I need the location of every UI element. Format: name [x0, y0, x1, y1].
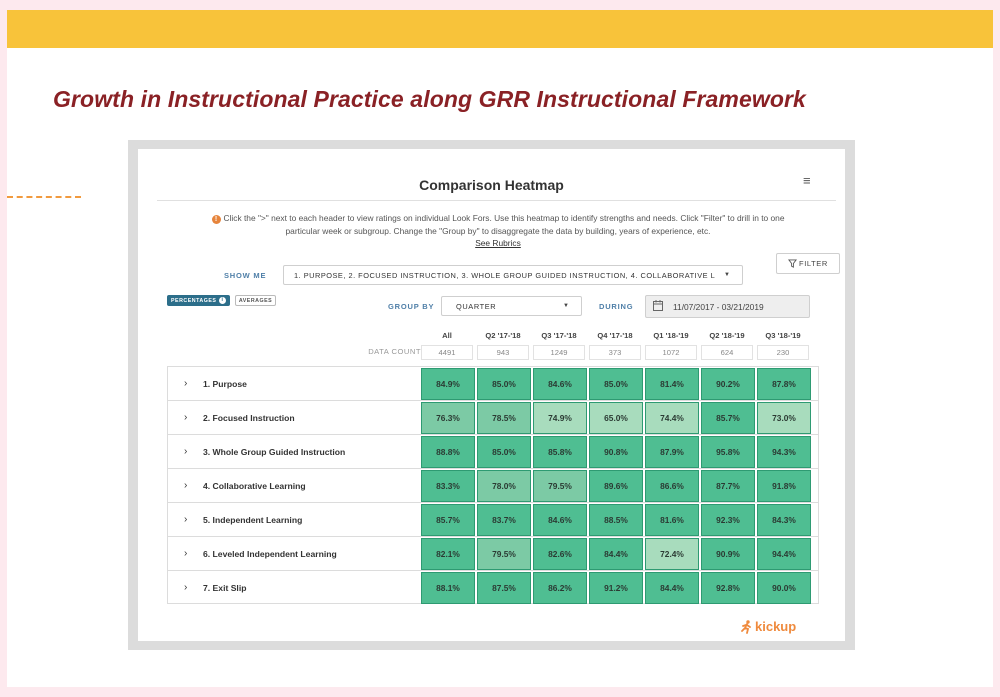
slide — [7, 10, 993, 687]
heatmap-cell[interactable]: 85.7% — [701, 402, 755, 434]
column-header: Q1 '18-'19 — [653, 331, 689, 340]
show-me-value: 1. PURPOSE, 2. FOCUSED INSTRUCTION, 3. WHOLE GROUP GUIDED INSTRUCTION, 4. COLLABORATIVE L — [294, 271, 716, 280]
heatmap-cell[interactable]: 91.8% — [757, 470, 811, 502]
heatmap-cell[interactable]: 92.8% — [701, 572, 755, 604]
heatmap-cell[interactable]: 87.9% — [645, 436, 699, 468]
column-header: Q4 '17-'18 — [597, 331, 633, 340]
row-label: 2. Focused Instruction — [203, 413, 295, 423]
heatmap-cell[interactable]: 84.3% — [757, 504, 811, 536]
row-label: 3. Whole Group Guided Instruction — [203, 447, 346, 457]
heatmap-cell[interactable]: 86.2% — [533, 572, 587, 604]
percentages-label: PERCENTAGES — [171, 297, 217, 304]
averages-toggle[interactable]: AVERAGES — [235, 295, 276, 306]
heatmap-cell[interactable]: 87.8% — [757, 368, 811, 400]
heatmap-cell[interactable]: 91.2% — [589, 572, 643, 604]
heatmap-cell[interactable]: 84.6% — [533, 504, 587, 536]
heatmap-card — [138, 149, 845, 641]
heatmap-cell[interactable]: 90.8% — [589, 436, 643, 468]
heatmap-cell[interactable]: 83.3% — [421, 470, 475, 502]
heatmap-row[interactable] — [168, 367, 818, 401]
heatmap-cell[interactable]: 74.9% — [533, 402, 587, 434]
heatmap-cell[interactable]: 90.0% — [757, 572, 811, 604]
expand-chevron-icon[interactable]: › — [184, 514, 188, 525]
brand-name: kickup — [755, 619, 797, 634]
heatmap-cell[interactable]: 76.3% — [421, 402, 475, 434]
column-header-all: All — [442, 331, 452, 340]
show-me-caret-icon: ▼ — [724, 272, 730, 278]
top-accent-bar — [7, 10, 993, 48]
group-by-label: GROUP BY — [388, 302, 435, 311]
heatmap-cell[interactable]: 87.5% — [477, 572, 531, 604]
data-count-cell: 230 — [757, 345, 809, 360]
heatmap-cell[interactable]: 85.7% — [421, 504, 475, 536]
dashed-decoration — [7, 196, 81, 198]
expand-chevron-icon[interactable]: › — [184, 582, 188, 593]
heatmap-cell[interactable]: 65.0% — [589, 402, 643, 434]
data-count-cell: 4491 — [421, 345, 473, 360]
group-by-select[interactable] — [441, 296, 582, 316]
group-by-caret-icon: ▼ — [563, 303, 569, 309]
heatmap-cell[interactable]: 87.7% — [701, 470, 755, 502]
expand-chevron-icon[interactable]: › — [184, 548, 188, 559]
heatmap-cell[interactable]: 85.0% — [477, 368, 531, 400]
runner-icon — [740, 620, 753, 634]
heatmap-cell[interactable]: 81.6% — [645, 504, 699, 536]
heatmap-cell[interactable]: 89.6% — [589, 470, 643, 502]
heatmap-cell[interactable]: 86.6% — [645, 470, 699, 502]
heatmap-cell[interactable]: 73.0% — [757, 402, 811, 434]
instructions — [178, 212, 818, 250]
heatmap-cell[interactable]: 95.8% — [701, 436, 755, 468]
during-label: DURING — [599, 302, 634, 311]
heatmap-cell[interactable]: 84.9% — [421, 368, 475, 400]
heatmap-cell[interactable]: 94.4% — [757, 538, 811, 570]
filter-button[interactable] — [776, 253, 840, 274]
expand-chevron-icon[interactable]: › — [184, 446, 188, 457]
card-title: Comparison Heatmap — [419, 177, 564, 193]
column-header: Q3 '18-'19 — [765, 331, 801, 340]
heatmap-row[interactable] — [168, 435, 818, 469]
row-label: 7. Exit Slip — [203, 583, 247, 593]
data-count-cell: 624 — [701, 345, 753, 360]
data-count-cell: 373 — [589, 345, 641, 360]
heatmap-cell[interactable]: 88.8% — [421, 436, 475, 468]
heatmap-cell[interactable]: 84.6% — [533, 368, 587, 400]
expand-chevron-icon[interactable]: › — [184, 480, 188, 491]
data-count-cell: 943 — [477, 345, 529, 360]
row-label: 5. Independent Learning — [203, 515, 303, 525]
heatmap-cell[interactable]: 81.4% — [645, 368, 699, 400]
percentages-toggle[interactable] — [167, 295, 230, 306]
heatmap-row[interactable] — [168, 537, 818, 571]
heatmap-cell[interactable]: 88.5% — [589, 504, 643, 536]
heatmap-cell[interactable]: 90.2% — [701, 368, 755, 400]
expand-chevron-icon[interactable]: › — [184, 412, 188, 423]
show-me-label: SHOW ME — [224, 271, 267, 280]
info-icon: ! — [212, 215, 221, 224]
see-rubrics-link[interactable]: See Rubrics — [475, 238, 521, 248]
filter-icon — [788, 259, 797, 268]
heatmap-cell[interactable]: 92.3% — [701, 504, 755, 536]
heatmap-cell[interactable]: 85.8% — [533, 436, 587, 468]
date-range-value: 11/07/2017 - 03/21/2019 — [673, 302, 764, 312]
title-divider — [157, 200, 836, 201]
group-by-value: QUARTER — [456, 302, 497, 311]
percentages-info-icon: i — [219, 297, 226, 304]
heatmap-cell[interactable]: 78.5% — [477, 402, 531, 434]
heatmap-cell[interactable]: 82.1% — [421, 538, 475, 570]
column-header: Q3 '17-'18 — [541, 331, 577, 340]
data-count-cell: 1249 — [533, 345, 585, 360]
heatmap-cell[interactable]: 82.6% — [533, 538, 587, 570]
heatmap-row[interactable] — [168, 401, 818, 435]
heatmap-cell[interactable]: 74.4% — [645, 402, 699, 434]
heatmap-cell[interactable]: 94.3% — [757, 436, 811, 468]
heatmap-cell[interactable]: 78.0% — [477, 470, 531, 502]
heatmap-cell[interactable]: 84.4% — [589, 538, 643, 570]
heatmap-cell[interactable]: 88.1% — [421, 572, 475, 604]
heatmap-cell[interactable]: 84.4% — [645, 572, 699, 604]
column-header: Q2 '18-'19 — [709, 331, 745, 340]
heatmap-cell[interactable]: 79.5% — [477, 538, 531, 570]
slide-title: Growth in Instructional Practice along GRR Instructional Framework — [53, 86, 806, 112]
heatmap-row[interactable] — [168, 469, 818, 503]
row-label: 4. Collaborative Learning — [203, 481, 306, 491]
data-count-label: DATA COUNT — [368, 347, 421, 356]
heatmap-cell[interactable]: 79.5% — [533, 470, 587, 502]
screenshot-frame — [128, 140, 855, 650]
heatmap-row[interactable] — [168, 503, 818, 537]
heatmap-cell[interactable]: 83.7% — [477, 504, 531, 536]
heatmap-cell[interactable]: 85.0% — [589, 368, 643, 400]
date-range-field[interactable] — [645, 295, 810, 318]
heatmap-grid — [167, 366, 819, 604]
heatmap-cell[interactable]: 72.4% — [645, 538, 699, 570]
instructions-line-2: particular week or subgroup. Change the "Group by" to disaggregate the data by building, years of experience, etc. — [285, 225, 711, 236]
heatmap-cell[interactable]: 90.9% — [701, 538, 755, 570]
hamburger-menu-icon[interactable]: ≡ — [803, 173, 811, 188]
heatmap-row[interactable] — [168, 571, 818, 605]
row-label: 6. Leveled Independent Learning — [203, 549, 337, 559]
heatmap-cell[interactable]: 85.0% — [477, 436, 531, 468]
row-label: 1. Purpose — [203, 379, 247, 389]
calendar-icon — [653, 300, 663, 311]
kickup-logo — [740, 619, 796, 634]
data-count-cell: 1072 — [645, 345, 697, 360]
filter-label: FILTER — [799, 259, 828, 268]
instructions-line-1: Click the ">" next to each header to view ratings on individual Look Fors. Use this heatmap to identify strengths and needs. Click "Filter" to drill in to one — [223, 213, 785, 223]
show-me-select[interactable] — [283, 265, 743, 285]
column-header: Q2 '17-'18 — [485, 331, 521, 340]
expand-chevron-icon[interactable]: › — [184, 378, 188, 389]
